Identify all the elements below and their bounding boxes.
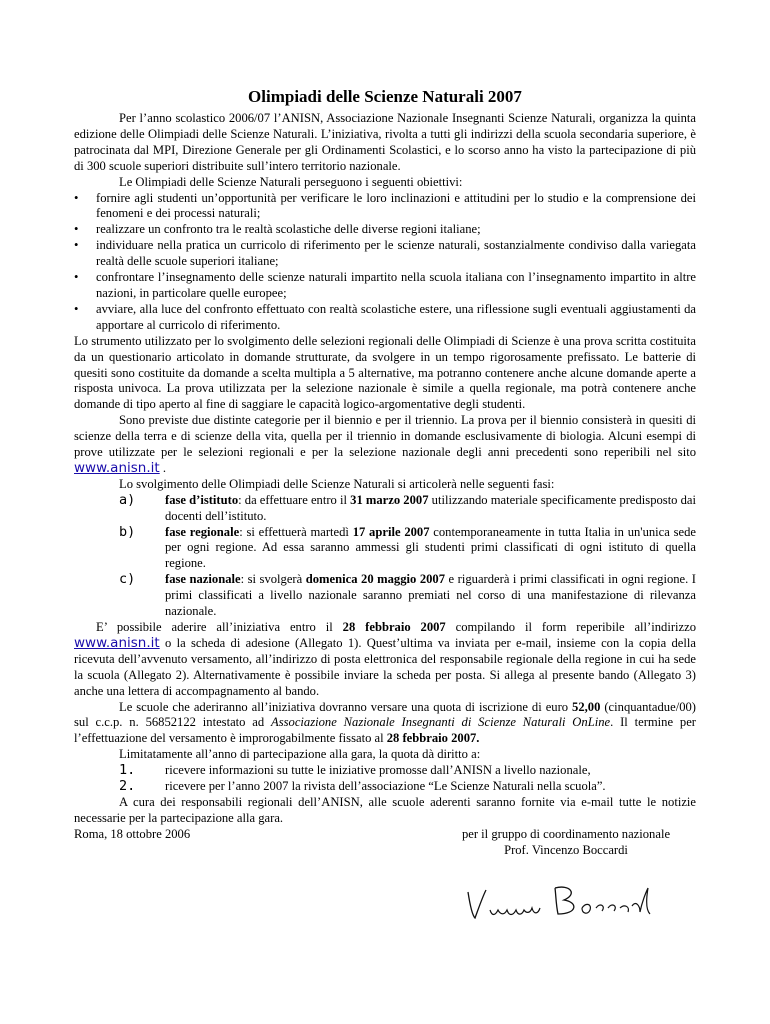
list-item: • fornire agli studenti un’opportunità per verificare le loro inclinazioni e attitudini per lo studio e la comprensione dei fenomeni e dei processi naturali;: [74, 190, 696, 221]
list-item: • realizzare un confronto tra le realtà scolastiche delle diverse regioni italiane;: [74, 222, 481, 237]
list-item: 2. ricevere per l’anno 2007 la rivista dell’associazione “Le Scienze Naturali nella scuola”.: [119, 778, 606, 795]
bullet-icon: •: [74, 301, 79, 316]
website-link[interactable]: www.anisn.it: [74, 459, 160, 476]
intro-paragraph: Per l’anno scolastico 2006/07 l’ANISN, Associazione Nazionale Insegnanti Scienze Naturali, organizza la quinta edizione delle Olimpiadi delle Scienze Naturali. L’iniziativa, rivolta a tutti gli indirizzi della scuola secondaria superiore, è patrocinata dal MPI, Direzione Generale per gli Ordinamenti Scolastici, e lo scorso anno ha visto la partecipazione di più di 300 scuole superiori distribuite sull’intero territorio nazionale.: [74, 111, 696, 173]
signatory-block: per il gruppo di coordinamento nazionale Prof. Vincenzo Boccardi: [461, 826, 671, 857]
bullet-icon: •: [74, 238, 79, 253]
list-item: • avviare, alla luce del confronto effettuato con realtà scolastiche estere, una riflessione sugli eventuali aggiustamenti da apportare al curricolo di riferimento.: [74, 301, 696, 332]
website-link[interactable]: www.anisn.it: [74, 634, 160, 651]
signature-row: [74, 827, 696, 859]
closing-paragraph: A cura dei responsabili regionali dell’ANISN, alle scuole aderenti saranno fornite via e-mail tutte le notizie necessarie per la partecipazione alla gara.: [74, 794, 696, 825]
list-item: a) fase d’istituto: da effettuare entro il 31 marzo 2007 utilizzando materiale specificamente predisposto dai docenti dell’istituto.: [119, 491, 697, 523]
list-item: • confrontare l’insegnamento delle scienze naturali impartito nella scuola italiana con l’insegnamento impartito in altre nazioni, in particolare quelle europee;: [74, 270, 696, 300]
fee-paragraph: Le scuole che aderiranno all’iniziativa dovranno versare una quota di iscrizione di euro 52,00 (cinquantadue/00) sul c.c.p. n. 56852122 intestato ad Associazione Nazionale Insegnanti di Scienze Naturali OnLine. Il termine per l’effettuazione del versamento è improrogabilmente fissato al 28 febbraio 2007.: [74, 699, 696, 746]
bullet-icon: •: [74, 270, 79, 285]
list-item: b) fase regionale: si effettuerà martedì 17 aprile 2007 contemporaneamente in tutta Italia in un'unica sede per ogni regione. Ad essa saranno ammessi gli studenti primi classificati di ogni istituto di quella regione.: [119, 523, 697, 571]
registration-paragraph: E’ possibile aderire all’iniziativa entro il 28 febbraio 2007 compilando il form reperibile all’indirizzo www.anisn.it o la scheda di adesione (Allegato 1). Quest’ultima va inviata per e-mail, insieme con la copia della ricevuta dell’avvenuto versamento, all’indirizzo di posta elettronica del responsabile regionale della regione in cui ha sede la scuola (Allegato 2). Alternativamente è possibile inviare la scheda per posta. Si allega al presente bando (Allegato 3) anche una lettera di accompagnamento al bando.: [74, 620, 696, 698]
list-item: 1. ricevere informazioni su tutte le iniziative promosse dall’ANISN a livello nazionale,: [119, 762, 591, 779]
list-item: c) fase nazionale: si svolgerà domenica 20 maggio 2007 e riguarderà i primi classificati in ogni regione. I primi classificati a livello nazionale saranno premiati nel corso di una manifestazione di rilevanza nazionale.: [119, 571, 696, 619]
document-title: Olimpiadi delle Scienze Naturali 2007: [248, 87, 522, 106]
bullet-icon: •: [74, 222, 79, 237]
list-item: • individuare nella pratica un curricolo di riferimento per le scienze naturali, sostanzialmente condiviso dalla variegata realtà delle scuole superiori italiane;: [74, 238, 696, 269]
objectives-intro: Le Olimpiadi delle Scienze Naturali perseguono i seguenti obiettivi:: [119, 174, 463, 189]
bullet-icon: •: [74, 190, 79, 205]
phases-intro: Lo svolgimento delle Olimpiadi delle Scienze Naturali si articolerà nelle seguenti fasi:: [119, 476, 555, 491]
benefits-list: [74, 763, 696, 795]
objectives-list: [74, 191, 696, 334]
test-description-paragraph: Lo strumento utilizzato per lo svolgimento delle selezioni regionali delle Olimpiadi di Scienze è una prova scritta costituita da un questionario articolato in domande strutturate, da svolgere in un tempo rigorosamente prefissato. Le batterie di quesiti sono costituite da domande a scelta multipla a 5 alternative, ma potranno contenere anche alcune domande aperte a risposta univoca. La prova utilizzata per la selezione nazionale è simile a quella regionale, ma potrà contenere anche domande di tipo aperto al fine di saggiare le capacità logico-argomentative degli studenti.: [74, 333, 696, 412]
phases-list: [74, 493, 696, 620]
document-body: [74, 86, 696, 859]
categories-paragraph: Sono previste due distinte categorie per il biennio e per il triennio. La prova per il biennio consisterà in quesiti di scienze della terra e di scienze della vita, quella per il triennio in domande esclusivamente di biologia. Alcuni esempi di prove utilizzate per le selezioni regionali e per la selezione nazionale degli anni precedenti sono reperibili nel sito www.anisn.it .: [74, 413, 696, 476]
benefits-intro: Limitatamente all’anno di partecipazione alla gara, la quota dà diritto a:: [119, 747, 481, 762]
place-date: Roma, 18 ottobre 2006: [74, 826, 191, 841]
handwritten-signature: [460, 880, 660, 925]
